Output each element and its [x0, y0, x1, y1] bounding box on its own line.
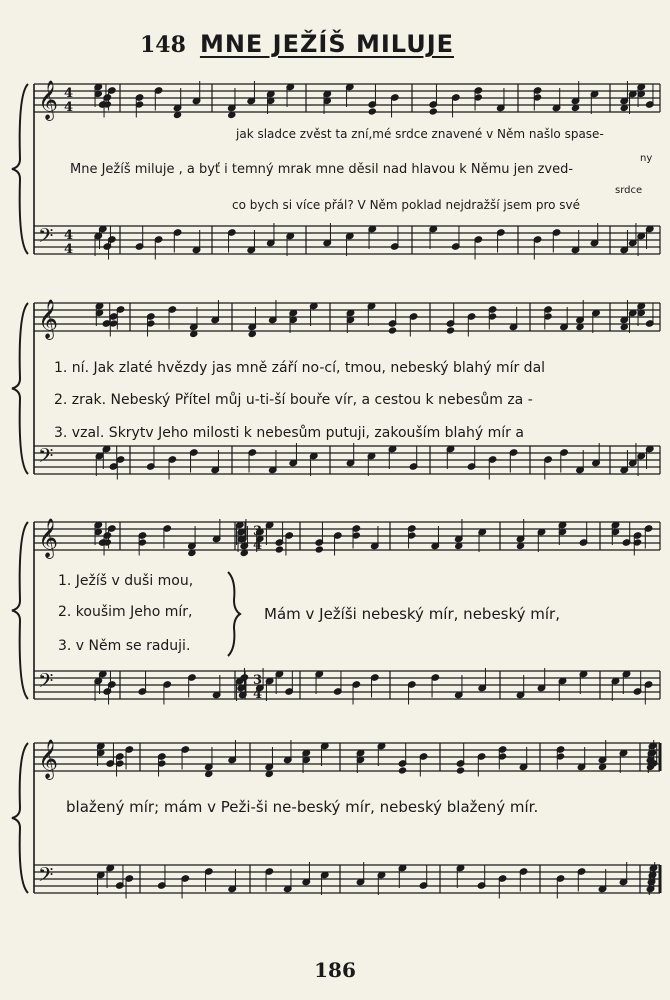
- note-head: [275, 546, 283, 553]
- page-number: 186: [314, 958, 356, 982]
- time-signature-bottom: 4: [253, 687, 263, 702]
- time-signature-bottom: 4: [64, 100, 74, 115]
- hymn-title: MNE JEŽÍŠ MILUJE: [199, 30, 455, 58]
- lyric-line-s3-verse3: 3. v Něm se raduji.: [58, 638, 191, 654]
- note-head: [398, 767, 406, 774]
- lyric-fragment-s1-ny: ny: [640, 153, 653, 164]
- system-brace: [12, 743, 28, 893]
- note-head: [388, 327, 396, 334]
- note-head: [368, 108, 376, 115]
- note-head: [446, 327, 454, 334]
- treble-clef-icon: 𝄞: [38, 518, 59, 558]
- lyric-line-s2-verse1: 1. ní. Jak zlaté hvězdy jas mně září no-cí, tmou, nebeský blahý mír dal: [54, 360, 546, 376]
- time-signature-top: 4: [64, 86, 74, 101]
- time-signature-top: 4: [64, 228, 74, 243]
- lyric-line-s2-verse2: 2. zrak. Nebeský Přítel můj u-ti-ší bouře vír, a cestou k nebesům za -: [54, 392, 533, 408]
- hymn-number: 148: [140, 32, 186, 58]
- lyric-line-s1-2: Mne Ježíš miluje , a byť i temný mrak mne děsil nad hlavou k Němu jen zved-: [70, 162, 574, 177]
- lyric-fragment-s1-srdce: srdce: [615, 185, 643, 196]
- bass-clef-icon: 𝄢: [38, 863, 54, 891]
- bass-clef-icon: 𝄢: [38, 669, 54, 697]
- lyric-line-s3-verse2: 2. koušim Jeho mír,: [58, 604, 193, 620]
- lyric-line-s3-refrain: Mám v Ježíši nebeský mír, nebeský mír,: [264, 605, 560, 623]
- treble-clef-icon: 𝄞: [38, 299, 59, 339]
- note-head: [429, 108, 437, 115]
- lyric-line-s4-refrain: blažený mír; mám v Peži-ši ne-beský mír, nebeský blažený mír.: [66, 798, 539, 816]
- lyric-line-s2-verse3: 3. vzal. Skrytv Jeho milosti k nebesům putuji, zakouším blahý mír a: [54, 425, 524, 441]
- system-brace: [12, 522, 28, 699]
- treble-clef-icon: 𝄞: [38, 80, 59, 120]
- system-brace: [12, 84, 28, 254]
- time-signature-top: 3: [253, 524, 263, 539]
- lyric-line-s1-1: jak sladce zvěst ta zní,mé srdce znavené v Něm našlo spase-: [236, 127, 604, 141]
- note-head: [315, 546, 323, 553]
- system-brace: [12, 303, 28, 474]
- note-head: [456, 767, 464, 774]
- time-signature-top: 3: [253, 673, 263, 688]
- bass-clef-icon: 𝄢: [38, 224, 54, 252]
- lyric-line-s1-3: co bych si více přál? V Něm poklad nejdražší jsem pro své: [232, 198, 581, 212]
- bass-clef-icon: 𝄢: [38, 444, 54, 472]
- lyric-line-s3-verse1: 1. Ježíš v duši mou,: [58, 573, 194, 589]
- verse-brace: [228, 572, 240, 656]
- time-signature-bottom: 4: [253, 538, 263, 553]
- time-signature-bottom: 4: [64, 242, 74, 257]
- treble-clef-icon: 𝄞: [38, 739, 59, 779]
